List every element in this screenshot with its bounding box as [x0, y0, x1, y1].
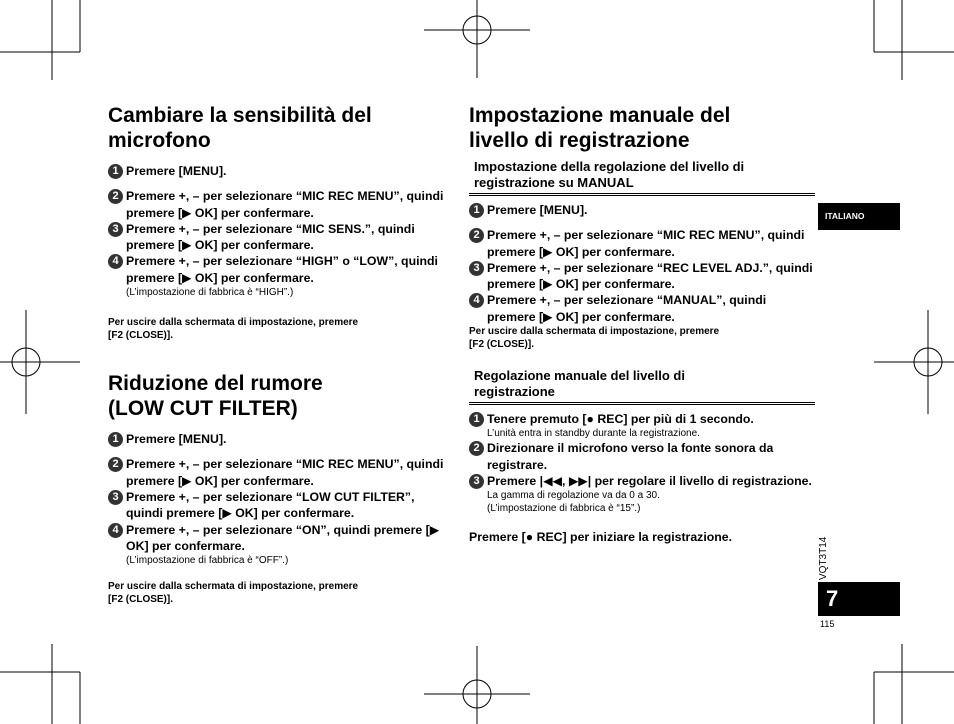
sensitivity-title	[108, 103, 448, 153]
step-number-badge: 2	[108, 189, 123, 204]
step-number-badge: 1	[469, 203, 484, 218]
start-recording-instruction: Premere [● REC] per iniziare la registrazione.	[469, 530, 733, 545]
lowcut-step-1	[108, 431, 448, 447]
chapter-tab: 7	[818, 582, 900, 616]
subheading-line-1: Regolazione manuale del livello di	[474, 368, 685, 384]
exit-line-2: [F2 (CLOSE)].	[108, 594, 173, 606]
sensitivity-exit-instruction	[108, 316, 448, 342]
lowcut-step-3	[108, 489, 448, 522]
lowcut-step-4	[108, 522, 448, 568]
lowcut-step-2	[108, 456, 448, 489]
lowcut-title-line-2: (LOW CUT FILTER)	[108, 397, 298, 421]
factory-default-note: (L’impostazione di fabbrica è “HIGH”.)	[126, 287, 294, 299]
step-number-badge: 1	[108, 432, 123, 447]
step-number-badge: 4	[469, 293, 484, 308]
subheading-line-2: registrazione	[474, 384, 555, 400]
manual-step-1	[469, 411, 815, 440]
setup-step-1	[469, 202, 815, 218]
step-number-badge: 3	[469, 261, 484, 276]
step-number-badge: 4	[108, 254, 123, 269]
step-text: Premere [MENU].	[487, 203, 588, 217]
step-text: Premere +, – per selezionare “LOW CUT FILTER”, quindi premere [▶ OK] per confermare.	[126, 489, 415, 521]
step-text: Premere +, – per selezionare “MIC REC MENU”, quindi premere [▶ OK] per confermare.	[126, 189, 444, 220]
setup-step-2	[469, 227, 815, 260]
step-text: Premere [MENU].	[126, 164, 227, 178]
lowcut-title	[108, 371, 448, 421]
setup-subheading	[469, 159, 815, 196]
sensitivity-title-line-2: microfono	[108, 129, 211, 152]
sensitivity-step-4	[108, 253, 448, 299]
exit-line-1: Per uscire dalla schermata di impostazione, premere	[108, 581, 359, 593]
step-number-badge: 4	[108, 523, 123, 538]
exit-line-2: [F2 (CLOSE)].	[469, 339, 534, 351]
page-number: 115	[820, 619, 835, 629]
step-text: Premere +, – per selezionare “MIC REC MENU”, quindi premere [▶ OK] per confermare.	[487, 228, 805, 259]
step-number-badge: 1	[108, 164, 123, 179]
manual-level-title-line-2: livello di registrazione	[469, 129, 690, 152]
step-text: Premere +, – per selezionare “MANUAL”, quindi premere [▶ OK] per confermare.	[487, 293, 767, 324]
document-code	[820, 528, 834, 580]
sensitivity-step-1	[108, 163, 448, 179]
step-text: Premere [MENU].	[126, 432, 227, 447]
sensitivity-step-2	[108, 188, 448, 221]
step-number-badge: 1	[469, 412, 484, 427]
step-text: Direzionare il microfono verso la fonte sonora da registrare.	[487, 441, 774, 472]
lowcut-title-line-1: Riduzione del rumore	[108, 372, 323, 396]
exit-line-2: [F2 (CLOSE)].	[108, 330, 173, 342]
step-number-badge: 2	[469, 441, 484, 456]
manual-level-title-line-1: Impostazione manuale del	[469, 104, 731, 127]
exit-line-1: Per uscire dalla schermata di impostazione, premere	[469, 326, 720, 338]
subheading-line-1: Impostazione della regolazione del livello di	[474, 159, 745, 174]
step-text: Premere +, – per selezionare “REC LEVEL ADJ.”, quindi premere [▶ OK] per confermare.	[487, 260, 813, 292]
step-text: Premere +, – per selezionare “MIC REC MENU”, quindi premere [▶ OK] per confermare.	[126, 457, 444, 488]
manual-step-3	[469, 473, 815, 515]
step-text: Premere +, – per selezionare “MIC SENS.”, quindi premere [▶ OK] per confermare.	[126, 221, 415, 253]
step-number-badge: 3	[108, 222, 123, 237]
manual-adjust-subheading	[469, 368, 815, 405]
setup-step-3	[469, 260, 815, 293]
step-text: Premere +, – per selezionare “HIGH” o “LOW”, quindi premere [▶ OK] per confermare.	[126, 254, 438, 285]
document-code-text: VQT3T14	[818, 536, 829, 580]
manual-step-2	[469, 440, 815, 473]
step-text: Premere +, – per selezionare “ON”, quindi premere [▶ OK] per confermare.	[126, 522, 440, 553]
manual-level-title	[469, 103, 815, 153]
factory-default-note: (L’impostazione di fabbrica è “OFF”.)	[126, 555, 289, 567]
step-number-badge: 3	[108, 490, 123, 505]
step-number-badge: 3	[469, 474, 484, 489]
subheading-line-2: registrazione su MANUAL	[474, 175, 634, 190]
language-tab: ITALIANO	[818, 203, 900, 230]
left-column	[108, 103, 448, 606]
step-number-badge: 2	[108, 457, 123, 472]
step-number-badge: 2	[469, 228, 484, 243]
sensitivity-title-line-1: Cambiare la sensibilità del	[108, 104, 372, 127]
sensitivity-step-3	[108, 221, 448, 254]
setup-step-4	[469, 292, 815, 325]
setup-exit-instruction	[469, 325, 815, 351]
right-column	[469, 103, 815, 545]
exit-line-1: Per uscire dalla schermata di impostazione, premere	[108, 317, 359, 329]
step-text: Premere |◀◀, ▶▶| per regolare il livello di registrazione.	[487, 473, 812, 488]
standby-note: L’unità entra in standby durante la registrazione.	[487, 428, 700, 440]
factory-default-note: (L’impostazione di fabbrica è “15”.)	[487, 503, 641, 515]
range-note: La gamma di regolazione va da 0 a 30.	[487, 490, 660, 502]
lowcut-exit-instruction	[108, 580, 448, 606]
step-text: Tenere premuto [● REC] per più di 1 secondo.	[487, 412, 754, 427]
